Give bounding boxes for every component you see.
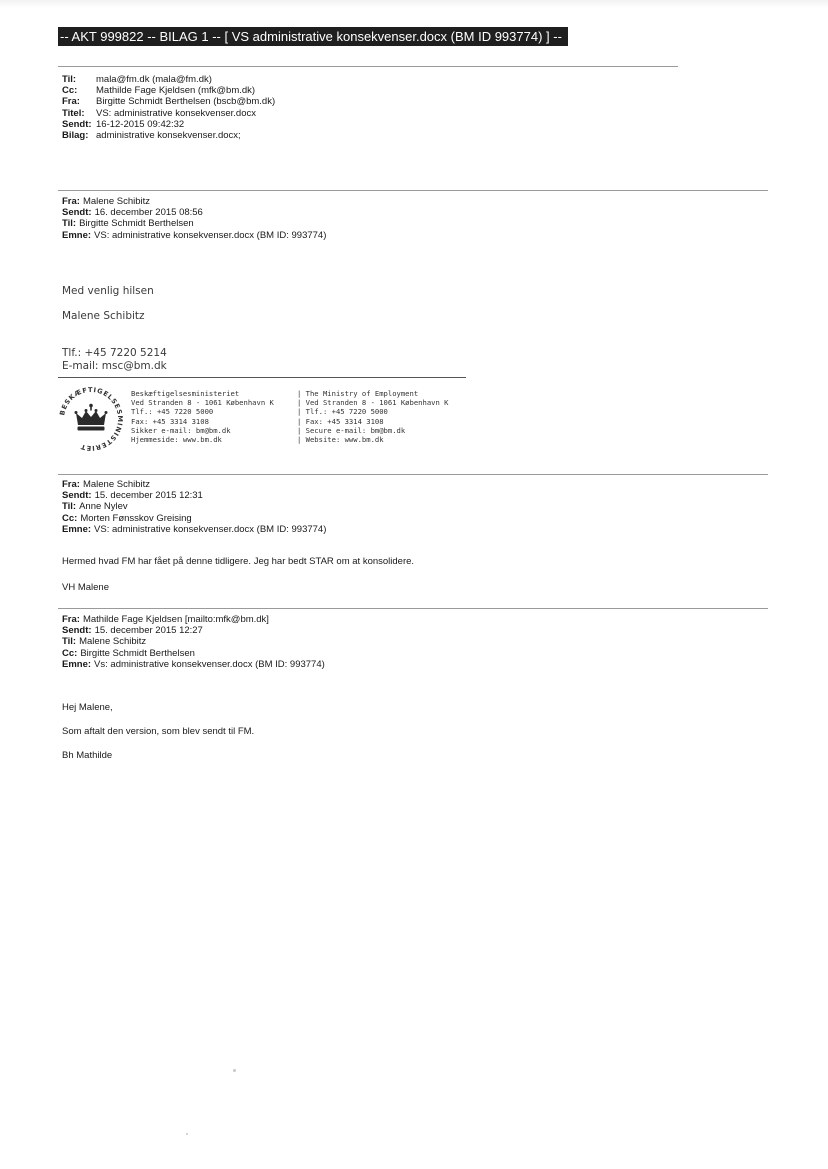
document-banner: -- AKT 999822 -- BILAG 1 -- [ VS administrative konsekvenser.docx (BM ID 993774) ] -- xyxy=(58,27,568,46)
meta-attachment-value: administrative konsekvenser.docx; xyxy=(96,130,241,142)
msg3-sent-label: Sendt: xyxy=(62,625,92,637)
msg2-cc-value: Morten Fønsskov Greising xyxy=(80,512,192,524)
meta-attachment-label: Bilag: xyxy=(62,130,89,142)
msg1-from-row xyxy=(62,196,326,207)
scan-speck xyxy=(186,1133,188,1135)
msg2-to-label: Til: xyxy=(62,501,77,513)
msg1-sent-value: 16. december 2015 08:56 xyxy=(94,207,203,219)
meta-to-row xyxy=(62,74,275,85)
meta-from-label: Fra: xyxy=(62,96,80,108)
signature-phone: Tlf.: +45 7220 5214 xyxy=(62,347,167,359)
meta-to-label: Til: xyxy=(62,74,77,85)
msg2-sent-value: 15. december 2015 12:31 xyxy=(94,490,203,502)
msg2-sent-row xyxy=(62,490,326,501)
msg1-subject-row xyxy=(62,230,326,241)
msg3-cc-value: Birgitte Schmidt Berthelsen xyxy=(80,647,195,659)
address-da-line-6: Hjemmeside: www.bm.dk xyxy=(131,435,222,445)
msg3-subject-label: Emne: xyxy=(62,658,92,670)
msg2-from-label: Fra: xyxy=(62,479,80,490)
message-divider-3 xyxy=(58,608,768,609)
signature-email[interactable]: E-mail: msc@bm.dk xyxy=(62,360,167,372)
msg2-sent-label: Sendt: xyxy=(62,490,92,502)
msg2-to-row xyxy=(62,501,326,512)
scan-top-band xyxy=(0,0,828,8)
meta-from-value: Birgitte Schmidt Berthelsen (bscb@bm.dk) xyxy=(96,96,276,108)
scan-speck xyxy=(233,1069,236,1072)
meta-cc-label: Cc: xyxy=(62,85,78,97)
address-da-line-4: Fax: +45 3314 3108 xyxy=(131,416,209,426)
meta-cc-value: Mathilde Fage Kjeldsen (mfk@bm.dk) xyxy=(96,85,256,97)
address-en-line-6: | Website: www.bm.dk xyxy=(297,435,384,445)
crown-icon xyxy=(75,404,108,431)
ministry-address-english xyxy=(297,389,448,444)
ministry-crown-logo xyxy=(56,384,126,454)
msg2-to-value: Anne Nylev xyxy=(79,501,128,513)
address-en-line-5: | Secure e-mail: bm@bm.dk xyxy=(297,425,406,435)
message-1-header xyxy=(62,196,326,241)
msg2-cc-row xyxy=(62,513,326,524)
metadata-header xyxy=(62,74,275,141)
msg2-subject-label: Emne: xyxy=(62,523,92,535)
meta-sent-row xyxy=(62,119,275,130)
msg1-from-value: Malene Schibitz xyxy=(82,196,151,207)
msg3-sent-value: 15. december 2015 12:27 xyxy=(94,625,203,637)
address-en-line-4: | Fax: +45 3314 3108 xyxy=(297,416,384,426)
meta-sent-label: Sendt: xyxy=(62,118,92,130)
ministry-address-danish xyxy=(131,389,274,444)
msg3-from-row xyxy=(62,614,325,625)
msg2-subject-value: VS: administrative konsekvenser.docx (BM ID: 993774) xyxy=(94,523,327,535)
msg2-from-row xyxy=(62,479,326,490)
msg3-to-row xyxy=(62,636,325,647)
msg1-to-label: Til: xyxy=(62,218,77,230)
meta-title-value: VS: administrative konsekvenser.docx xyxy=(96,107,256,119)
msg2-subject-row xyxy=(62,524,326,535)
logo-ring-text: BESKÆFTIGELSESMINISTERIET xyxy=(58,385,125,453)
msg3-body-line-3: Bh Mathilde xyxy=(62,750,113,761)
msg3-subject-row xyxy=(62,659,325,670)
message-3-header xyxy=(62,614,325,670)
message-2-header xyxy=(62,479,326,535)
msg2-body-line-1: Hermed hvad FM har fået på denne tidligere. Jeg har bedt STAR om at konsolidere. xyxy=(62,556,415,567)
meta-from-row xyxy=(62,96,275,107)
signature-name: Malene Schibitz xyxy=(62,310,145,322)
msg3-body-line-2: Som aftalt den version, som blev sendt til FM. xyxy=(62,726,255,737)
msg3-from-value: Mathilde Fage Kjeldsen [mailto:mfk@bm.dk] xyxy=(82,614,269,625)
msg1-to-value: Birgitte Schmidt Berthelsen xyxy=(79,218,194,230)
msg1-subject-value: VS: administrative konsekvenser.docx (BM ID: 993774) xyxy=(94,229,327,241)
meta-attachment-row xyxy=(62,130,275,141)
msg3-to-value: Malene Schibitz xyxy=(79,636,147,648)
msg1-sent-row xyxy=(62,207,326,218)
msg2-body-line-2: VH Malene xyxy=(62,582,109,593)
msg3-to-label: Til: xyxy=(62,636,77,648)
signature-divider xyxy=(58,377,466,378)
signature-greeting: Med venlig hilsen xyxy=(62,285,154,297)
address-da-line-2: Ved Stranden 8 - 1061 København K xyxy=(131,398,274,408)
address-da-line-5: Sikker e-mail: bm@bm.dk xyxy=(131,425,231,435)
msg3-cc-row xyxy=(62,648,325,659)
meta-sent-value: 16-12-2015 09:42:32 xyxy=(96,118,185,130)
message-divider-2 xyxy=(58,474,768,475)
msg1-to-row xyxy=(62,218,326,229)
address-da-line-1: Beskæftigelsesministeriet xyxy=(131,389,240,398)
msg1-sent-label: Sendt: xyxy=(62,207,92,219)
address-en-line-2: | Ved Stranden 8 - 1061 København K xyxy=(297,398,449,408)
msg1-from-label: Fra: xyxy=(62,196,80,207)
address-da-line-3: Tlf.: +45 7220 5000 xyxy=(131,407,214,417)
address-en-line-1: | The Ministry of Employment xyxy=(297,389,419,398)
msg1-subject-label: Emne: xyxy=(62,229,92,241)
meta-to-value: mala@fm.dk (mala@fm.dk) xyxy=(96,74,212,85)
msg3-cc-label: Cc: xyxy=(62,647,78,659)
msg3-sent-row xyxy=(62,625,325,636)
msg3-subject-value: Vs: administrative konsekvenser.docx (BM ID: 993774) xyxy=(94,658,325,670)
msg3-body-line-1: Hej Malene, xyxy=(62,702,113,713)
address-en-line-3: | Tlf.: +45 7220 5000 xyxy=(297,407,388,417)
meta-title-row xyxy=(62,108,275,119)
msg2-from-value: Malene Schibitz xyxy=(82,479,151,490)
message-divider-1 xyxy=(58,190,768,191)
msg2-cc-label: Cc: xyxy=(62,512,78,524)
msg3-from-label: Fra: xyxy=(62,614,80,625)
meta-title-label: Titel: xyxy=(62,107,85,119)
banner-divider xyxy=(58,66,678,67)
meta-cc-row xyxy=(62,85,275,96)
